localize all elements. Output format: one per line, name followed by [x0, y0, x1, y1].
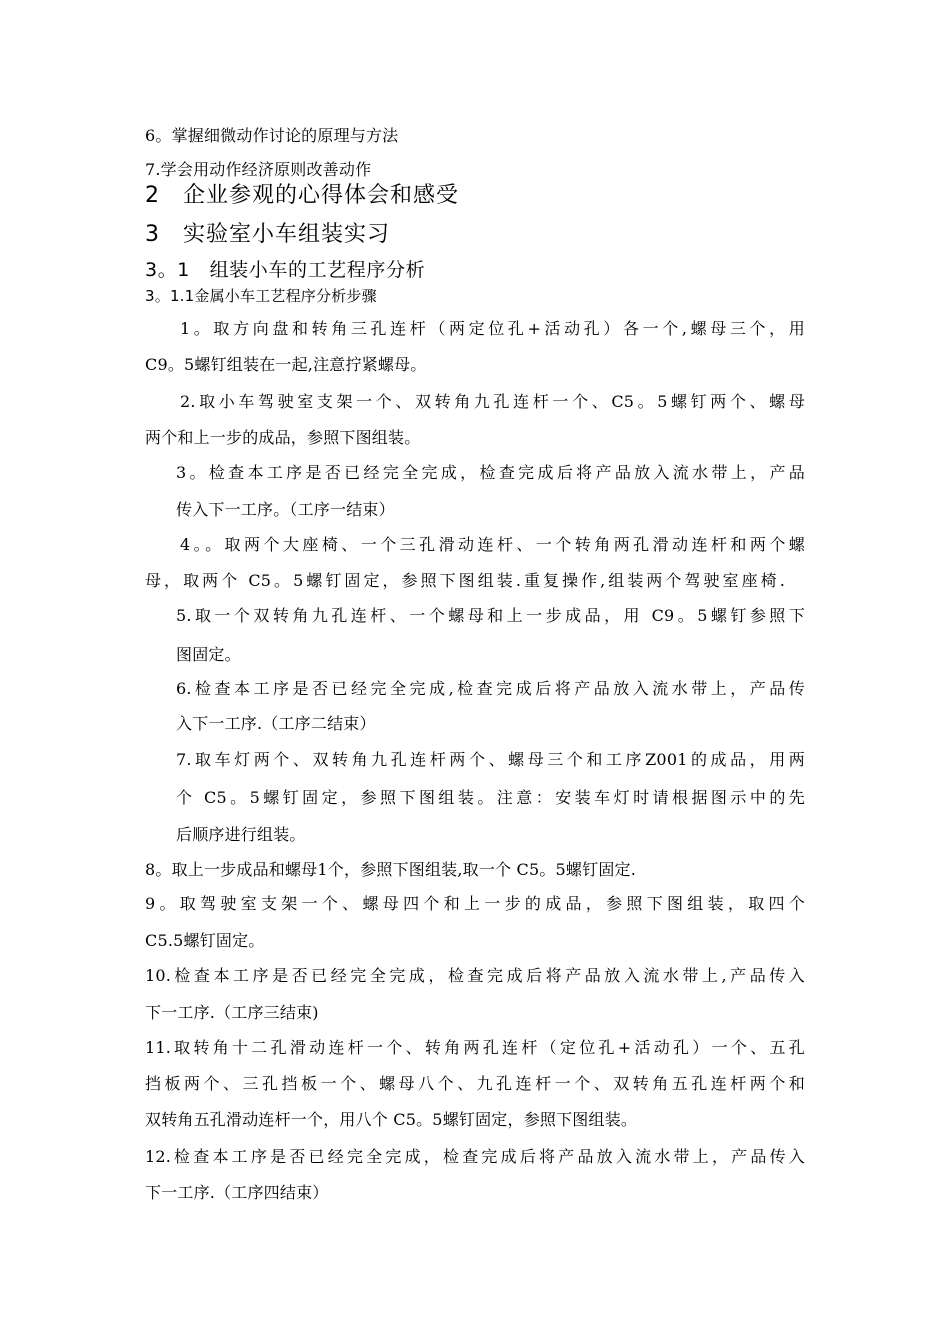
step-3-line-1: 3。检查本工序是否已经完全完成，检查完成后将产品放入流水带上，产品 — [176, 463, 805, 482]
step-6-line-1: 6.检查本工序是否已经完全完成,检查完成后将产品放入流水带上，产品传 — [176, 679, 805, 698]
step-5-line-1: 5.取一个双转角九孔连杆、一个螺母和上一步成品，用 C9。5螺钉参照下 — [176, 606, 805, 625]
step-11-line-1: 11.取转角十二孔滑动连杆一个、转角两孔连杆（定位孔+活动孔）一个、五孔 — [145, 1038, 805, 1057]
step-4-line-1: 4。。取两个大座椅、一个三孔滑动连杆、一个转角两孔滑动连杆和两个螺 — [180, 535, 805, 554]
section-heading-3: 3 实验室小车组装实习 — [145, 222, 390, 247]
step-10-line-1: 10.检查本工序是否已经完全完成，检查完成后将产品放入流水带上,产品传入 — [145, 966, 805, 985]
objective-item-6: 6。掌握细微动作讨论的原理与方法 — [145, 126, 399, 145]
step-2-line-1: 2.取小车驾驶室支架一个、双转角九孔连杆一个、C5。5螺钉两个、螺母 — [180, 392, 805, 411]
step-2-line-2: 两个和上一步的成品，参照下图组装。 — [145, 428, 421, 447]
step-7-line-2: 个 C5。5螺钉固定，参照下图组装。注意：安装车灯时请根据图示中的先 — [176, 788, 805, 807]
step-7-line-3: 后顺序进行组装。 — [176, 825, 306, 844]
step-7-line-1: 7.取车灯两个、双转角九孔连杆两个、螺母三个和工序Z001的成品，用两 — [176, 750, 805, 769]
step-11-line-2: 挡板两个、三孔挡板一个、螺母八个、九孔连杆一个、双转角五孔连杆两个和 — [145, 1074, 805, 1093]
step-8-line-1: 8。取上一步成品和螺母1个，参照下图组装,取一个 C5。5螺钉固定. — [145, 860, 637, 879]
subsubsection-heading-3-1-1: 3。1.1金属小车工艺程序分析步骤 — [145, 287, 377, 305]
step-10-line-2: 下一工序.（工序三结束) — [145, 1003, 319, 1022]
step-4-line-2: 母，取两个 C5。5螺钉固定，参照下图组装.重复操作,组装两个驾驶室座椅. — [145, 571, 785, 590]
step-1-line-2: C9。5螺钉组装在一起,注意拧紧螺母。 — [145, 355, 427, 374]
step-9-line-2: C5.5螺钉固定。 — [145, 931, 265, 950]
step-6-line-2: 入下一工序.（工序二结束） — [176, 714, 376, 733]
step-5-line-2: 图固定。 — [176, 645, 241, 664]
step-12-line-2: 下一工序.（工序四结束） — [145, 1183, 329, 1202]
subsection-heading-3-1: 3。1 组装小车的工艺程序分析 — [145, 259, 426, 281]
objective-item-7: 7.学会用动作经济原则改善动作 — [145, 160, 372, 179]
section-heading-2: 2 企业参观的心得体会和感受 — [145, 183, 459, 208]
step-9-line-1: 9。取驾驶室支架一个、螺母四个和上一步的成品，参照下图组装，取四个 — [145, 894, 805, 913]
step-3-line-2: 传入下一工序。（工序一结束） — [176, 500, 395, 519]
step-11-line-3: 双转角五孔滑动连杆一个，用八个 C5。5螺钉固定，参照下图组装。 — [145, 1110, 638, 1129]
step-1-line-1: 1。取方向盘和转角三孔连杆（两定位孔+活动孔）各一个,螺母三个，用 — [180, 319, 805, 338]
step-12-line-1: 12.检查本工序是否已经完全完成，检查完成后将产品放入流水带上，产品传入 — [145, 1147, 805, 1166]
